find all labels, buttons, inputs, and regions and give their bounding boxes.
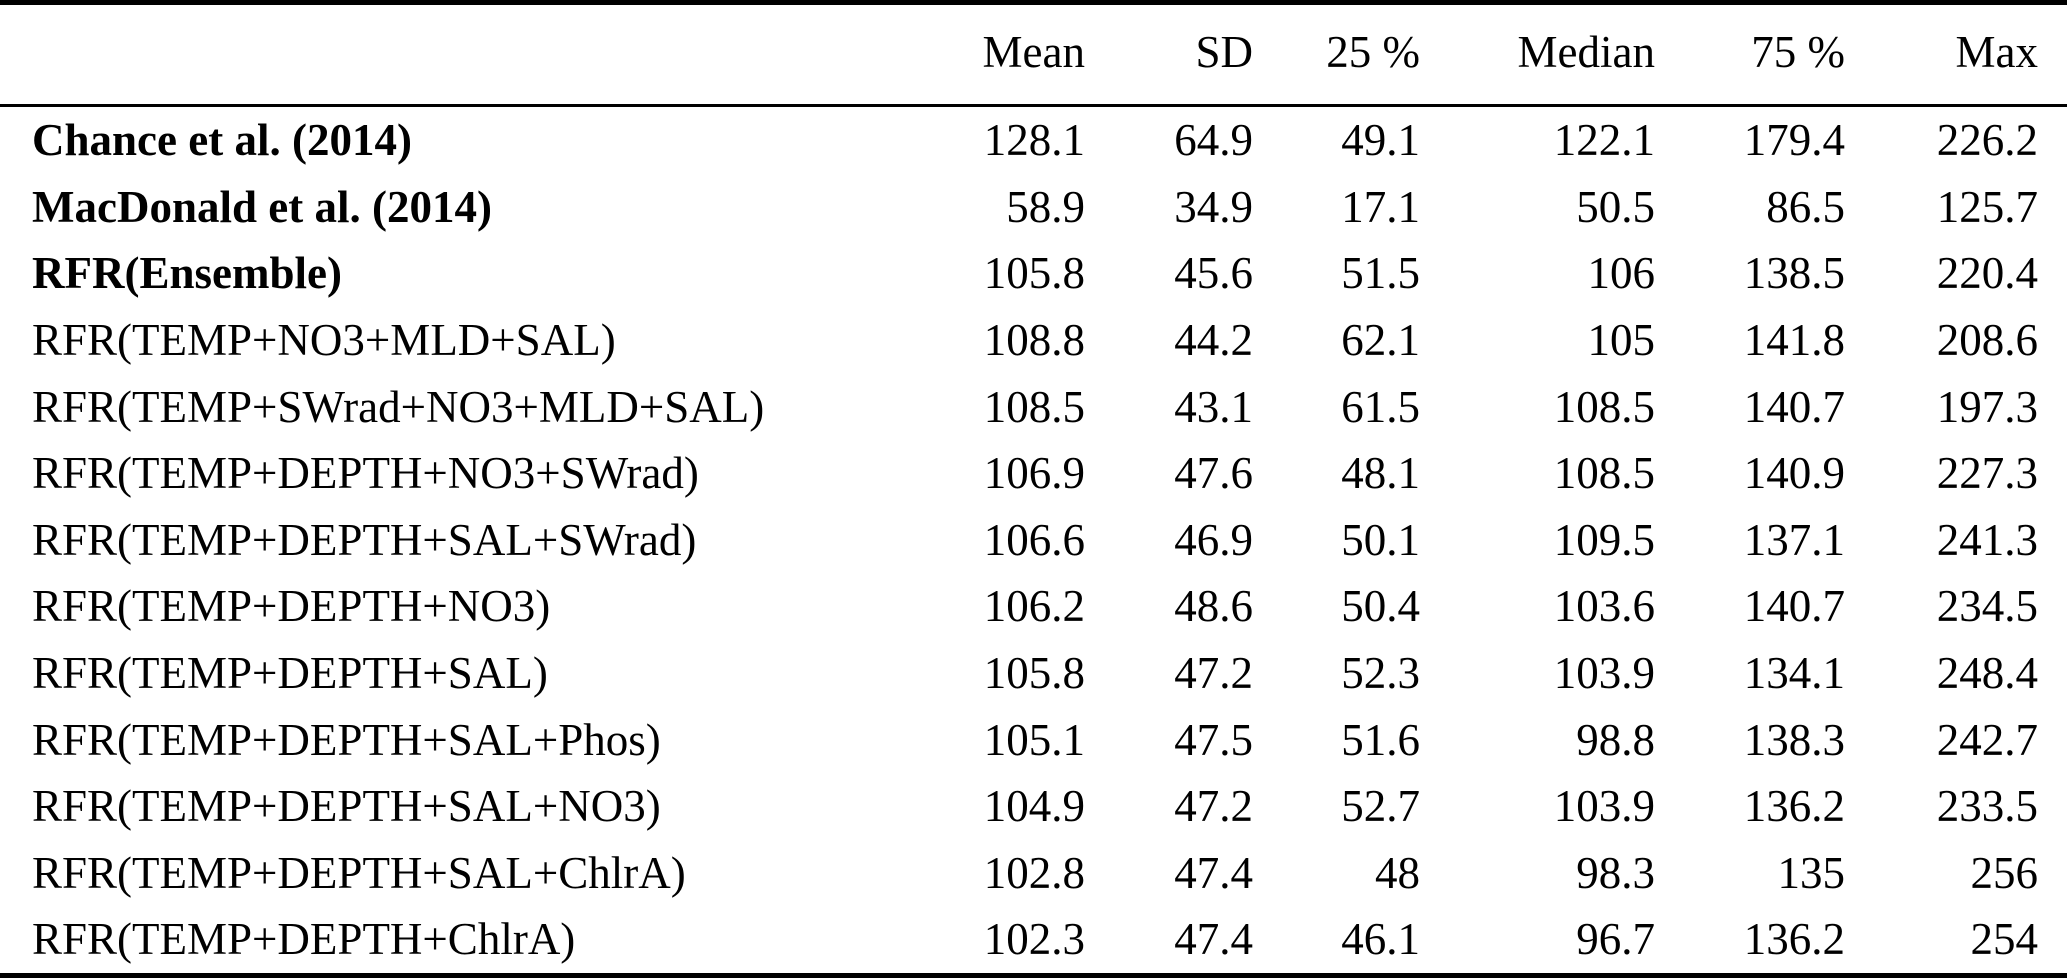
table-head xyxy=(0,3,2067,106)
value-cell: 220.4 xyxy=(1936,248,2038,299)
value-cell: 108.8 xyxy=(983,315,1085,366)
value-cell: 109.5 xyxy=(1553,514,1655,565)
column-header: 25 % xyxy=(1326,26,1420,77)
column-header: Max xyxy=(1955,26,2038,77)
value-cell: 105 xyxy=(1587,315,1655,366)
value-cell: 52.3 xyxy=(1341,648,1420,699)
row-label: MacDonald et al. (2014) xyxy=(32,181,492,232)
value-cell: 103.6 xyxy=(1553,581,1655,632)
value-cell: 51.6 xyxy=(1341,714,1420,765)
value-cell: 227.3 xyxy=(1936,448,2038,499)
value-cell: 104.9 xyxy=(983,781,1085,832)
row-label: RFR(TEMP+DEPTH+SAL+Phos) xyxy=(32,714,661,765)
row-label: RFR(TEMP+DEPTH+SAL+NO3) xyxy=(32,781,661,832)
table-row xyxy=(0,507,2067,574)
value-cell: 98.8 xyxy=(1576,714,1655,765)
row-label: Chance et al. (2014) xyxy=(32,115,412,166)
value-cell: 248.4 xyxy=(1936,648,2038,699)
value-cell: 106.6 xyxy=(983,514,1085,565)
row-label: RFR(TEMP+DEPTH+ChlrA) xyxy=(32,914,576,965)
value-cell: 98.3 xyxy=(1576,847,1655,898)
table-row xyxy=(0,706,2067,773)
value-cell: 226.2 xyxy=(1936,115,2038,166)
table-row xyxy=(0,240,2067,307)
value-cell: 86.5 xyxy=(1766,181,1845,232)
table-row xyxy=(0,640,2067,707)
value-cell: 102.3 xyxy=(983,914,1085,965)
column-header: Median xyxy=(1517,26,1655,77)
table-row xyxy=(0,573,2067,640)
value-cell: 108.5 xyxy=(1553,381,1655,432)
value-cell: 106 xyxy=(1587,248,1655,299)
value-cell: 46.9 xyxy=(1174,514,1253,565)
value-cell: 106.2 xyxy=(983,581,1085,632)
value-cell: 50.5 xyxy=(1576,181,1655,232)
value-cell: 47.2 xyxy=(1174,781,1253,832)
value-cell: 254 xyxy=(1970,914,2038,965)
value-cell: 45.6 xyxy=(1174,248,1253,299)
value-cell: 102.8 xyxy=(983,847,1085,898)
value-cell: 138.3 xyxy=(1743,714,1845,765)
value-cell: 58.9 xyxy=(1006,181,1085,232)
value-cell: 103.9 xyxy=(1553,781,1655,832)
value-cell: 136.2 xyxy=(1743,781,1845,832)
row-label: RFR(TEMP+DEPTH+NO3+SWrad) xyxy=(32,448,699,499)
table-row xyxy=(0,906,2067,975)
table-row xyxy=(0,373,2067,440)
value-cell: 125.7 xyxy=(1936,181,2038,232)
value-cell: 47.4 xyxy=(1174,847,1253,898)
value-cell: 96.7 xyxy=(1576,914,1655,965)
value-cell: 234.5 xyxy=(1936,581,2038,632)
row-label: RFR(TEMP+DEPTH+SAL+SWrad) xyxy=(32,514,697,565)
row-label: RFR(TEMP+DEPTH+SAL) xyxy=(32,648,548,699)
table-row xyxy=(0,440,2067,507)
value-cell: 17.1 xyxy=(1341,181,1420,232)
value-cell: 128.1 xyxy=(983,115,1085,166)
table-row xyxy=(0,174,2067,241)
value-cell: 47.6 xyxy=(1174,448,1253,499)
table-row xyxy=(0,773,2067,840)
value-cell: 47.2 xyxy=(1174,648,1253,699)
value-cell: 49.1 xyxy=(1341,115,1420,166)
value-cell: 48 xyxy=(1375,847,1420,898)
value-cell: 108.5 xyxy=(983,381,1085,432)
value-cell: 105.1 xyxy=(983,714,1085,765)
value-cell: 242.7 xyxy=(1936,714,2038,765)
value-cell: 62.1 xyxy=(1341,315,1420,366)
value-cell: 241.3 xyxy=(1936,514,2038,565)
value-cell: 140.7 xyxy=(1743,381,1845,432)
value-cell: 105.8 xyxy=(983,248,1085,299)
value-cell: 47.4 xyxy=(1174,914,1253,965)
column-header: Mean xyxy=(982,26,1085,77)
table-row xyxy=(0,307,2067,374)
value-cell: 137.1 xyxy=(1743,514,1845,565)
row-label: RFR(Ensemble) xyxy=(32,248,342,299)
column-header: SD xyxy=(1195,26,1253,77)
value-cell: 48.6 xyxy=(1174,581,1253,632)
value-cell: 52.7 xyxy=(1341,781,1420,832)
row-label: RFR(TEMP+SWrad+NO3+MLD+SAL) xyxy=(32,381,765,432)
value-cell: 140.9 xyxy=(1743,448,1845,499)
value-cell: 64.9 xyxy=(1174,115,1253,166)
value-cell: 50.4 xyxy=(1341,581,1420,632)
row-label: RFR(TEMP+DEPTH+SAL+ChlrA) xyxy=(32,847,686,898)
value-cell: 233.5 xyxy=(1936,781,2038,832)
value-cell: 103.9 xyxy=(1553,648,1655,699)
header-row xyxy=(0,3,2067,106)
column-header: 75 % xyxy=(1751,26,1845,77)
value-cell: 43.1 xyxy=(1174,381,1253,432)
row-label: RFR(TEMP+DEPTH+NO3) xyxy=(32,581,551,632)
value-cell: 44.2 xyxy=(1174,315,1253,366)
value-cell: 138.5 xyxy=(1743,248,1845,299)
value-cell: 61.5 xyxy=(1341,381,1420,432)
row-label: RFR(TEMP+NO3+MLD+SAL) xyxy=(32,315,616,366)
table-row xyxy=(0,840,2067,907)
table-row xyxy=(0,106,2067,174)
value-cell: 106.9 xyxy=(983,448,1085,499)
value-cell: 51.5 xyxy=(1341,248,1420,299)
value-cell: 179.4 xyxy=(1743,115,1845,166)
value-cell: 46.1 xyxy=(1341,914,1420,965)
table-body xyxy=(0,106,2067,976)
value-cell: 135 xyxy=(1777,847,1845,898)
header-spacer-cell xyxy=(0,3,920,106)
value-cell: 50.1 xyxy=(1341,514,1420,565)
value-cell: 140.7 xyxy=(1743,581,1845,632)
value-cell: 108.5 xyxy=(1553,448,1655,499)
value-cell: 105.8 xyxy=(983,648,1085,699)
value-cell: 141.8 xyxy=(1743,315,1845,366)
value-cell: 122.1 xyxy=(1553,115,1655,166)
value-cell: 47.5 xyxy=(1174,714,1253,765)
value-cell: 136.2 xyxy=(1743,914,1845,965)
value-cell: 197.3 xyxy=(1936,381,2038,432)
value-cell: 208.6 xyxy=(1936,315,2038,366)
value-cell: 48.1 xyxy=(1341,448,1420,499)
value-cell: 134.1 xyxy=(1743,648,1845,699)
value-cell: 34.9 xyxy=(1174,181,1253,232)
value-cell: 256 xyxy=(1970,847,2038,898)
